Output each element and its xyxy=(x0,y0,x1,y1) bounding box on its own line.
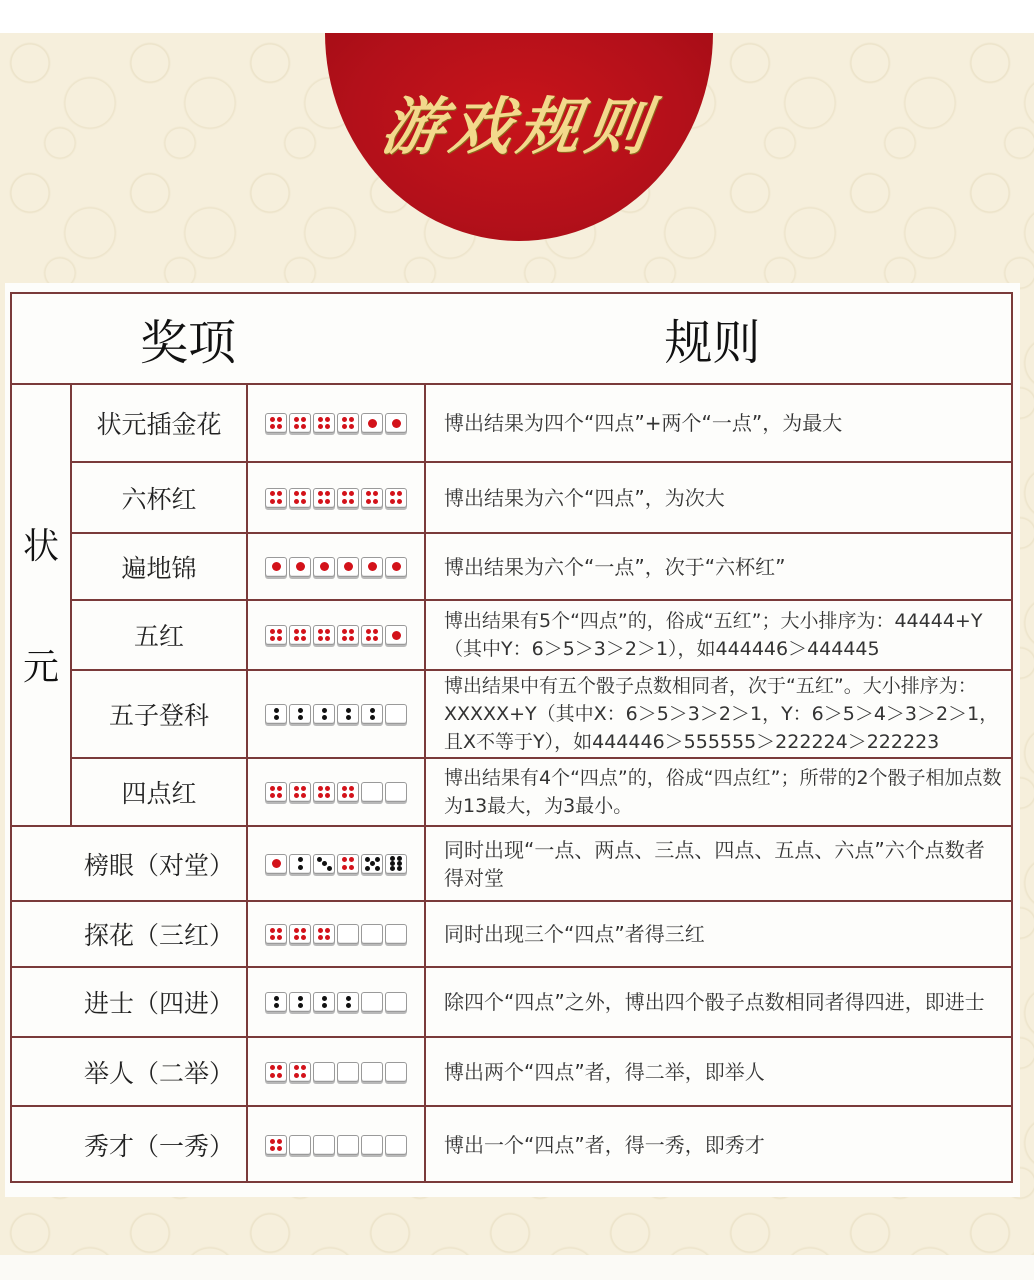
pip xyxy=(325,499,330,504)
pip xyxy=(349,636,354,641)
pip xyxy=(270,935,275,940)
pip xyxy=(301,793,306,798)
pip xyxy=(325,786,330,791)
blank-die-icon xyxy=(385,1062,407,1082)
pip xyxy=(301,786,306,791)
award-name: 四点红 xyxy=(121,779,197,808)
pip xyxy=(270,793,275,798)
die-4-icon xyxy=(337,782,359,802)
pip xyxy=(370,861,375,866)
award-name: 举人（二举） xyxy=(83,1058,234,1088)
group-char: 元 xyxy=(22,647,59,688)
die-4-icon xyxy=(289,924,311,944)
pip xyxy=(270,499,275,504)
pip xyxy=(294,636,299,641)
pip xyxy=(375,866,380,871)
pip xyxy=(270,928,275,933)
die-4-icon xyxy=(265,1062,287,1082)
pip xyxy=(294,491,299,496)
die-4-icon xyxy=(337,413,359,433)
pip xyxy=(320,562,329,571)
die-4-icon xyxy=(265,625,287,645)
pip xyxy=(325,928,330,933)
pip xyxy=(342,491,347,496)
pip xyxy=(277,793,282,798)
pip xyxy=(325,491,330,496)
pip xyxy=(392,631,401,640)
die-4-icon xyxy=(313,782,335,802)
pip xyxy=(346,715,351,720)
pip xyxy=(277,1139,282,1144)
pip xyxy=(270,629,275,634)
pip xyxy=(349,424,354,429)
pip xyxy=(318,636,323,641)
pip xyxy=(390,856,395,861)
pip xyxy=(298,857,303,862)
die-6-icon xyxy=(385,854,407,874)
pip xyxy=(277,424,282,429)
pip xyxy=(301,417,306,422)
pip xyxy=(294,786,299,791)
pip xyxy=(301,424,306,429)
blank-die-icon xyxy=(289,1135,311,1155)
pip xyxy=(390,499,395,504)
pip xyxy=(270,424,275,429)
header-rule: 规则 xyxy=(664,315,761,371)
die-2-icon xyxy=(265,992,287,1012)
pip xyxy=(342,865,347,870)
award-name: 遍地锦 xyxy=(121,553,197,583)
pip xyxy=(277,786,282,791)
blank-die-icon xyxy=(385,782,407,802)
pip xyxy=(397,491,402,496)
award-name: 秀才（一秀） xyxy=(83,1132,234,1161)
pip xyxy=(277,928,282,933)
die-1-icon xyxy=(361,413,383,433)
die-2-icon xyxy=(361,704,383,724)
die-4-icon xyxy=(337,625,359,645)
pip xyxy=(317,857,322,862)
pip xyxy=(270,417,275,422)
rule-text: 除四个“四点”之外，博出四个骰子点数相同者得四进，即进士 xyxy=(444,990,985,1014)
pip xyxy=(318,499,323,504)
pip xyxy=(342,786,347,791)
die-2-icon xyxy=(265,704,287,724)
rule-text: 博出结果为六个“一点”，次于“六杯红” xyxy=(444,554,786,579)
pip xyxy=(277,417,282,422)
die-2-icon xyxy=(337,992,359,1012)
pip xyxy=(342,857,347,862)
pip xyxy=(298,1003,303,1008)
pip xyxy=(294,935,299,940)
blank-die-icon xyxy=(385,1135,407,1155)
blank-die-icon xyxy=(337,924,359,944)
blank-die-icon xyxy=(337,1062,359,1082)
pip xyxy=(392,419,401,428)
pip xyxy=(274,708,279,713)
pip xyxy=(301,636,306,641)
die-4-icon xyxy=(313,488,335,508)
die-4-icon xyxy=(289,1062,311,1082)
pip xyxy=(277,935,282,940)
pip xyxy=(390,866,395,871)
pip xyxy=(298,715,303,720)
pip xyxy=(270,636,275,641)
pip xyxy=(325,629,330,634)
die-5-icon xyxy=(361,854,383,874)
pip xyxy=(368,419,377,428)
die-1-icon xyxy=(385,413,407,433)
pip xyxy=(342,424,347,429)
die-4-icon xyxy=(265,488,287,508)
award-name: 探花（三红） xyxy=(83,921,234,950)
rule-text: 同时出现三个“四点”者得三红 xyxy=(444,922,705,946)
pip xyxy=(342,636,347,641)
pip xyxy=(301,629,306,634)
blank-die-icon xyxy=(313,1135,335,1155)
header-award: 奖项 xyxy=(139,315,236,371)
pip xyxy=(366,499,371,504)
die-1-icon xyxy=(337,557,359,577)
pip xyxy=(322,1003,327,1008)
pip xyxy=(270,1073,275,1078)
die-1-icon xyxy=(265,557,287,577)
rule-text: 同时出现“一点、两点、三点、四点、五点、六点”六个点数者得对堂 xyxy=(444,837,985,890)
blank-die-icon xyxy=(385,704,407,724)
award-name: 五红 xyxy=(133,622,184,651)
pip xyxy=(322,715,327,720)
die-4-icon xyxy=(313,924,335,944)
pip xyxy=(349,499,354,504)
rule-text: 博出结果为四个“四点”+两个“一点”，为最大 xyxy=(444,411,843,435)
blank-die-icon xyxy=(361,992,383,1012)
pip xyxy=(392,562,401,571)
pip xyxy=(301,928,306,933)
pip xyxy=(327,866,332,871)
pip xyxy=(294,499,299,504)
pip xyxy=(366,629,371,634)
pip xyxy=(277,1065,282,1070)
die-2-icon xyxy=(337,704,359,724)
pip xyxy=(390,861,395,866)
pip xyxy=(294,1065,299,1070)
die-4-icon xyxy=(265,924,287,944)
bottom-strip xyxy=(0,1255,1034,1280)
dice-combination xyxy=(248,1038,424,1105)
pip xyxy=(294,629,299,634)
pip xyxy=(277,1146,282,1151)
dice-combination xyxy=(248,385,424,461)
pip xyxy=(365,857,370,862)
pip xyxy=(325,793,330,798)
pip xyxy=(274,715,279,720)
pip xyxy=(373,636,378,641)
pip xyxy=(274,1003,279,1008)
pip xyxy=(301,935,306,940)
pip xyxy=(277,491,282,496)
die-1-icon xyxy=(385,557,407,577)
blank-die-icon xyxy=(361,1135,383,1155)
pip xyxy=(318,491,323,496)
dice-combination xyxy=(248,671,424,757)
rule-text: 博出结果中有五个骰子点数相同者，次于“五红”。大小排序为：XXXXX+Y（其中X：6＞5＞3＞2＞1，Y：6＞5＞4＞3＞2＞1，且X不等于Y），如444446＞555555＞222224＞222223 xyxy=(444,675,999,753)
pip xyxy=(318,928,323,933)
pip xyxy=(349,417,354,422)
die-4-icon xyxy=(361,488,383,508)
pip xyxy=(342,417,347,422)
pip xyxy=(342,793,347,798)
pip xyxy=(373,491,378,496)
die-4-icon xyxy=(289,782,311,802)
award-name: 六杯红 xyxy=(121,484,197,514)
pip xyxy=(342,499,347,504)
pip xyxy=(270,491,275,496)
dice-combination xyxy=(248,534,424,599)
pip xyxy=(346,708,351,713)
pip xyxy=(322,861,327,866)
rule-text: 博出一个“四点”者，得一秀，即秀才 xyxy=(444,1133,765,1157)
rule-text: 博出结果为六个“四点”，为次大 xyxy=(444,485,725,510)
pip xyxy=(366,636,371,641)
die-1-icon xyxy=(313,557,335,577)
blank-die-icon xyxy=(337,1135,359,1155)
die-1-icon xyxy=(385,625,407,645)
pip xyxy=(270,786,275,791)
pip xyxy=(294,417,299,422)
die-1-icon xyxy=(289,557,311,577)
die-2-icon xyxy=(313,704,335,724)
die-4-icon xyxy=(289,413,311,433)
pip xyxy=(294,424,299,429)
pip xyxy=(366,491,371,496)
die-4-icon xyxy=(289,625,311,645)
pip xyxy=(294,928,299,933)
rule-text: 博出结果有4个“四点”的，俗成“四点红”；所带的2个骰子相加点数为13最大，为3最小。 xyxy=(444,767,1002,817)
rule-text: 博出结果有5个“四点”的，俗成“五红”；大小排序为：44444+Y（其中Y：6＞5＞3＞2＞1），如444446＞444445 xyxy=(444,610,983,660)
pip xyxy=(346,1003,351,1008)
pip xyxy=(298,708,303,713)
pip xyxy=(397,499,402,504)
pip xyxy=(277,499,282,504)
blank-die-icon xyxy=(361,782,383,802)
dice-combination xyxy=(248,601,424,669)
dice-combination xyxy=(248,1107,424,1183)
pip xyxy=(301,491,306,496)
pip xyxy=(373,629,378,634)
pip xyxy=(277,636,282,641)
die-4-icon xyxy=(361,625,383,645)
pip xyxy=(349,786,354,791)
pip xyxy=(318,786,323,791)
pip xyxy=(298,865,303,870)
pip xyxy=(325,417,330,422)
pip xyxy=(301,499,306,504)
blank-die-icon xyxy=(361,1062,383,1082)
pip xyxy=(349,491,354,496)
pip xyxy=(397,866,402,871)
blank-die-icon xyxy=(385,924,407,944)
pip xyxy=(277,1073,282,1078)
pip xyxy=(318,424,323,429)
pip xyxy=(342,629,347,634)
pip xyxy=(325,636,330,641)
group-char: 状 xyxy=(22,526,59,567)
blank-die-icon xyxy=(385,992,407,1012)
pip xyxy=(370,715,375,720)
pip xyxy=(322,708,327,713)
pip xyxy=(349,865,354,870)
rules-table xyxy=(10,292,1013,1183)
pip xyxy=(349,793,354,798)
pip xyxy=(344,562,353,571)
dice-combination xyxy=(248,902,424,966)
die-4-icon xyxy=(313,413,335,433)
die-1-icon xyxy=(361,557,383,577)
pip xyxy=(270,1139,275,1144)
pip xyxy=(365,866,370,871)
pip xyxy=(397,861,402,866)
award-name: 状元插金花 xyxy=(96,410,222,439)
die-4-icon xyxy=(337,854,359,874)
die-2-icon xyxy=(289,854,311,874)
pip xyxy=(390,491,395,496)
pip xyxy=(322,996,327,1001)
die-1-icon xyxy=(265,854,287,874)
pip xyxy=(325,424,330,429)
die-4-icon xyxy=(313,625,335,645)
pip xyxy=(270,1065,275,1070)
pip xyxy=(349,857,354,862)
die-4-icon xyxy=(385,488,407,508)
die-2-icon xyxy=(313,992,335,1012)
pip xyxy=(346,996,351,1001)
pip xyxy=(373,499,378,504)
pip xyxy=(397,856,402,861)
pip xyxy=(375,857,380,862)
die-2-icon xyxy=(289,704,311,724)
pip xyxy=(301,1073,306,1078)
pip xyxy=(298,996,303,1001)
die-4-icon xyxy=(265,413,287,433)
dice-combination xyxy=(248,968,424,1036)
pip xyxy=(274,996,279,1001)
pip xyxy=(318,793,323,798)
pip xyxy=(370,708,375,713)
pip xyxy=(294,793,299,798)
die-4-icon xyxy=(337,488,359,508)
group-label-zhuangyuan xyxy=(12,383,70,825)
pip xyxy=(272,859,281,868)
dice-combination xyxy=(248,759,424,825)
blank-die-icon xyxy=(313,1062,335,1082)
pip xyxy=(296,562,305,571)
pip xyxy=(277,629,282,634)
die-4-icon xyxy=(265,782,287,802)
banner-title: 游戏规则 xyxy=(377,90,660,163)
award-name: 榜眼（对堂） xyxy=(83,850,234,880)
pip xyxy=(318,629,323,634)
rule-text: 博出两个“四点”者，得二举，即举人 xyxy=(444,1059,765,1084)
pip xyxy=(325,935,330,940)
pip xyxy=(270,1146,275,1151)
pip xyxy=(301,1065,306,1070)
pip xyxy=(318,417,323,422)
award-name: 五子登科 xyxy=(108,701,209,730)
blank-die-icon xyxy=(361,924,383,944)
die-2-icon xyxy=(289,992,311,1012)
pip xyxy=(294,1073,299,1078)
die-4-icon xyxy=(265,1135,287,1155)
pip xyxy=(318,935,323,940)
die-4-icon xyxy=(289,488,311,508)
pip xyxy=(272,562,281,571)
dice-combination xyxy=(248,827,424,900)
award-name: 进士（四进） xyxy=(83,989,234,1018)
dice-combination xyxy=(248,463,424,532)
pip xyxy=(349,629,354,634)
die-3-icon xyxy=(313,854,335,874)
pip xyxy=(368,562,377,571)
